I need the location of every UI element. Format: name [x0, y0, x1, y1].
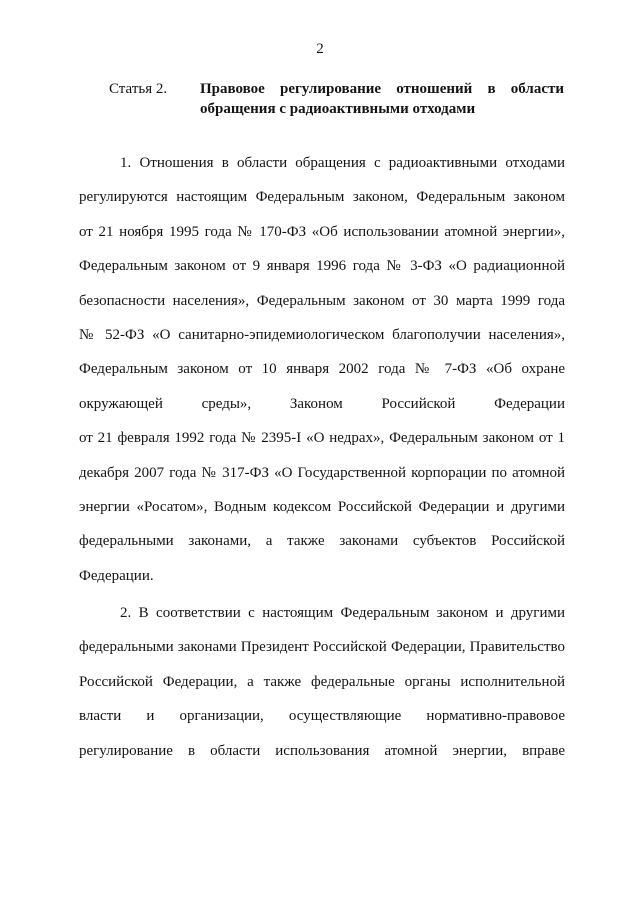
- text-line: регулируются настоящим Федеральным законом, Федеральным законом: [79, 189, 565, 206]
- text-line: власти и организации, осуществляющие нормативно-правовое: [79, 708, 565, 725]
- article-title-line: Правовое регулирование отношений в области: [200, 81, 564, 97]
- text-line: 1. Отношения в области обращения с радиоактивными отходами: [120, 155, 565, 171]
- article-label: Статья 2.: [109, 81, 168, 97]
- text-line: декабря 2007 года № 317-ФЗ «О Государственной корпорации по атомной: [79, 464, 565, 481]
- text-line: энергии «Росатом», Водным кодексом Российской Федерации и другими: [79, 498, 565, 515]
- text-line: № 52-ФЗ «О санитарно-эпидемиологическом благополучии населения»,: [79, 326, 565, 343]
- text-line: Федерации.: [79, 567, 154, 584]
- text-line: федеральными законами, а также законами субъектов Российской: [79, 533, 565, 550]
- article-heading: [109, 79, 564, 119]
- text-line: регулирование в области использования атомной энергии, вправе: [79, 742, 565, 759]
- text-line: Федеральным законом от 9 января 1996 года № 3-ФЗ «О радиационной: [79, 258, 565, 275]
- text-line: от 21 ноября 1995 года № 170-ФЗ «Об использовании атомной энергии»,: [79, 223, 565, 240]
- text-line: Российской Федерации, а также федеральные органы исполнительной: [79, 673, 565, 690]
- article-title: [200, 79, 564, 119]
- page-number: 2: [316, 41, 324, 57]
- text-line: 2. В соответствии с настоящим Федеральным законом и другими: [120, 605, 565, 621]
- text-line: окружающей среды», Законом Российской Федерации: [79, 395, 565, 412]
- article-title-line: обращения с радиоактивными отходами: [200, 101, 476, 117]
- text-line: безопасности населения», Федеральным законом от 30 марта 1999 года: [79, 292, 565, 309]
- text-line: Федеральным законом от 10 января 2002 года № 7-ФЗ «Об охране: [79, 361, 565, 378]
- text-line: от 21 февраля 1992 года № 2395-I «О недрах», Федеральным законом от 1: [79, 430, 565, 447]
- text-line: федеральными законами Президент Российской Федерации, Правительство: [79, 639, 565, 656]
- paragraph-1: [79, 146, 565, 593]
- paragraph-2: [79, 596, 565, 768]
